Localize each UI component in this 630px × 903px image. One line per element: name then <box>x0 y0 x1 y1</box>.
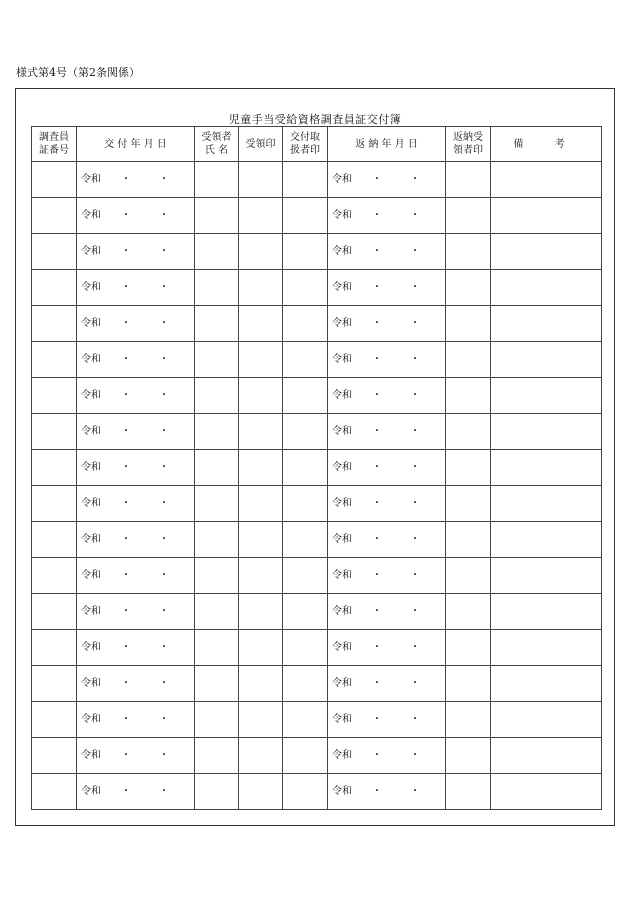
return-date-cell[interactable] <box>328 306 446 342</box>
table-row <box>32 234 602 270</box>
table-row <box>32 630 602 666</box>
date-separator: ・ <box>159 714 169 725</box>
era-label: 令和 <box>81 390 101 401</box>
header-issuer-seal-line1: 交付取 <box>290 132 320 143</box>
date-separator: ・ <box>159 642 169 653</box>
era-label: 令和 <box>81 246 101 257</box>
return-date-cell[interactable] <box>328 270 446 306</box>
receipt-seal-cell[interactable] <box>239 450 283 486</box>
date-separator: ・ <box>159 354 169 365</box>
date-separator: ・ <box>159 210 169 221</box>
era-label: 令和 <box>332 174 352 185</box>
issue-date-cell[interactable] <box>77 450 195 486</box>
header-return-date <box>328 127 446 162</box>
recipient-name-cell[interactable] <box>195 594 239 630</box>
recipient-name-cell[interactable] <box>195 450 239 486</box>
cert-no-cell[interactable] <box>32 486 77 522</box>
header-receipt-seal-label: 受領印 <box>245 138 276 150</box>
receipt-seal-cell[interactable] <box>239 378 283 414</box>
era-label: 令和 <box>332 282 352 293</box>
receipt-seal-cell[interactable] <box>239 486 283 522</box>
cert-no-cell[interactable] <box>32 558 77 594</box>
table-row <box>32 558 602 594</box>
header-cert-no <box>32 127 77 162</box>
date-separator: ・ <box>372 606 382 617</box>
recipient-name-cell[interactable] <box>195 558 239 594</box>
table-row <box>32 594 602 630</box>
era-label: 令和 <box>332 318 352 329</box>
remarks-cell[interactable] <box>491 198 602 234</box>
date-separator: ・ <box>121 606 131 617</box>
date-separator: ・ <box>372 570 382 581</box>
receipt-seal-cell[interactable] <box>239 342 283 378</box>
date-separator: ・ <box>410 678 420 689</box>
cert-no-cell[interactable] <box>32 774 77 810</box>
return-receiver-seal-cell[interactable] <box>446 342 491 378</box>
date-separator: ・ <box>372 390 382 401</box>
cert-no-cell[interactable] <box>32 378 77 414</box>
date-separator: ・ <box>372 534 382 545</box>
table-row <box>32 738 602 774</box>
date-separator: ・ <box>159 318 169 329</box>
date-separator: ・ <box>372 750 382 761</box>
return-receiver-seal-cell[interactable] <box>446 522 491 558</box>
issue-date-cell[interactable] <box>77 234 195 270</box>
date-separator: ・ <box>372 282 382 293</box>
header-remarks <box>491 127 602 162</box>
cert-no-cell[interactable] <box>32 522 77 558</box>
table-row <box>32 378 602 414</box>
issue-date-cell[interactable] <box>77 702 195 738</box>
receipt-seal-cell[interactable] <box>239 270 283 306</box>
header-issue-date <box>77 127 195 162</box>
issuer-seal-cell[interactable] <box>283 342 328 378</box>
return-receiver-seal-cell[interactable] <box>446 630 491 666</box>
recipient-name-cell[interactable] <box>195 630 239 666</box>
era-label: 令和 <box>332 750 352 761</box>
issuer-seal-cell[interactable] <box>283 414 328 450</box>
ledger-body <box>32 162 602 810</box>
table-row <box>32 162 602 198</box>
era-label: 令和 <box>332 606 352 617</box>
return-receiver-seal-cell[interactable] <box>446 162 491 198</box>
remarks-cell[interactable] <box>491 450 602 486</box>
form-number: 様式第4号（第2条関係） <box>16 66 140 79</box>
header-row <box>32 127 602 162</box>
table-row <box>32 702 602 738</box>
date-separator: ・ <box>159 786 169 797</box>
cert-no-cell[interactable] <box>32 162 77 198</box>
issue-date-cell[interactable] <box>77 270 195 306</box>
table-row <box>32 342 602 378</box>
issuer-seal-cell[interactable] <box>283 162 328 198</box>
recipient-name-cell[interactable] <box>195 414 239 450</box>
recipient-name-cell[interactable] <box>195 486 239 522</box>
era-label: 令和 <box>332 534 352 545</box>
remarks-cell[interactable] <box>491 738 602 774</box>
issue-date-cell[interactable] <box>77 162 195 198</box>
era-label: 令和 <box>332 426 352 437</box>
recipient-name-cell[interactable] <box>195 666 239 702</box>
recipient-name-cell[interactable] <box>195 162 239 198</box>
era-label: 令和 <box>81 534 101 545</box>
cert-no-cell[interactable] <box>32 666 77 702</box>
receipt-seal-cell[interactable] <box>239 594 283 630</box>
date-separator: ・ <box>372 174 382 185</box>
cert-no-cell[interactable] <box>32 450 77 486</box>
date-separator: ・ <box>121 246 131 257</box>
receipt-seal-cell[interactable] <box>239 162 283 198</box>
date-separator: ・ <box>159 678 169 689</box>
issue-date-cell[interactable] <box>77 738 195 774</box>
issuer-seal-cell[interactable] <box>283 378 328 414</box>
recipient-name-cell[interactable] <box>195 198 239 234</box>
date-separator: ・ <box>372 462 382 473</box>
era-label: 令和 <box>332 678 352 689</box>
date-separator: ・ <box>410 606 420 617</box>
date-separator: ・ <box>372 714 382 725</box>
issue-date-cell[interactable] <box>77 306 195 342</box>
table-row <box>32 414 602 450</box>
era-label: 令和 <box>81 282 101 293</box>
header-return-receiver-seal <box>446 127 491 162</box>
era-label: 令和 <box>81 786 101 797</box>
date-separator: ・ <box>372 642 382 653</box>
date-separator: ・ <box>121 174 131 185</box>
receipt-seal-cell[interactable] <box>239 666 283 702</box>
date-separator: ・ <box>372 354 382 365</box>
cert-no-cell[interactable] <box>32 342 77 378</box>
cert-no-cell[interactable] <box>32 738 77 774</box>
return-receiver-seal-cell[interactable] <box>446 378 491 414</box>
return-receiver-seal-cell[interactable] <box>446 198 491 234</box>
era-label: 令和 <box>332 354 352 365</box>
date-separator: ・ <box>410 426 420 437</box>
issuer-seal-cell[interactable] <box>283 486 328 522</box>
issuer-seal-cell[interactable] <box>283 738 328 774</box>
return-date-cell[interactable] <box>328 702 446 738</box>
recipient-name-cell[interactable] <box>195 378 239 414</box>
issue-date-cell[interactable] <box>77 198 195 234</box>
date-separator: ・ <box>410 354 420 365</box>
remarks-cell[interactable] <box>491 270 602 306</box>
era-label: 令和 <box>81 714 101 725</box>
return-date-cell[interactable] <box>328 630 446 666</box>
date-separator: ・ <box>410 786 420 797</box>
date-separator: ・ <box>121 786 131 797</box>
era-label: 令和 <box>81 642 101 653</box>
issue-date-cell[interactable] <box>77 666 195 702</box>
return-date-cell[interactable] <box>328 450 446 486</box>
return-receiver-seal-cell[interactable] <box>446 666 491 702</box>
era-label: 令和 <box>332 498 352 509</box>
date-separator: ・ <box>121 282 131 293</box>
era-label: 令和 <box>81 354 101 365</box>
date-separator: ・ <box>410 534 420 545</box>
date-separator: ・ <box>372 678 382 689</box>
date-separator: ・ <box>410 498 420 509</box>
date-separator: ・ <box>372 246 382 257</box>
receipt-seal-cell[interactable] <box>239 522 283 558</box>
date-separator: ・ <box>159 246 169 257</box>
issuer-seal-cell[interactable] <box>283 630 328 666</box>
era-label: 令和 <box>332 570 352 581</box>
table-row <box>32 306 602 342</box>
cert-no-cell[interactable] <box>32 630 77 666</box>
date-separator: ・ <box>372 210 382 221</box>
issuer-seal-cell[interactable] <box>283 306 328 342</box>
cert-no-cell[interactable] <box>32 234 77 270</box>
table-row <box>32 198 602 234</box>
table-row <box>32 774 602 810</box>
remarks-cell[interactable] <box>491 162 602 198</box>
receipt-seal-cell[interactable] <box>239 558 283 594</box>
date-separator: ・ <box>410 750 420 761</box>
era-label: 令和 <box>81 750 101 761</box>
date-separator: ・ <box>121 714 131 725</box>
issue-date-cell[interactable] <box>77 486 195 522</box>
issuer-seal-cell[interactable] <box>283 702 328 738</box>
return-receiver-seal-cell[interactable] <box>446 702 491 738</box>
remarks-cell[interactable] <box>491 522 602 558</box>
issuer-seal-cell[interactable] <box>283 666 328 702</box>
remarks-cell[interactable] <box>491 414 602 450</box>
recipient-name-cell[interactable] <box>195 702 239 738</box>
date-separator: ・ <box>410 246 420 257</box>
issue-date-cell[interactable] <box>77 774 195 810</box>
date-separator: ・ <box>410 714 420 725</box>
issuer-seal-cell[interactable] <box>283 558 328 594</box>
ledger-frame <box>15 88 615 826</box>
table-row <box>32 450 602 486</box>
header-cert-no-line2: 証番号 <box>39 145 69 156</box>
issuer-seal-cell[interactable] <box>283 774 328 810</box>
cert-no-cell[interactable] <box>32 306 77 342</box>
era-label: 令和 <box>332 714 352 725</box>
remarks-cell[interactable] <box>491 666 602 702</box>
date-separator: ・ <box>121 642 131 653</box>
issue-date-cell[interactable] <box>77 378 195 414</box>
remarks-cell[interactable] <box>491 774 602 810</box>
return-date-cell[interactable] <box>328 522 446 558</box>
return-receiver-seal-cell[interactable] <box>446 234 491 270</box>
receipt-seal-cell[interactable] <box>239 702 283 738</box>
date-separator: ・ <box>372 318 382 329</box>
receipt-seal-cell[interactable] <box>239 234 283 270</box>
date-separator: ・ <box>121 426 131 437</box>
date-separator: ・ <box>159 426 169 437</box>
remarks-cell[interactable] <box>491 234 602 270</box>
cert-no-cell[interactable] <box>32 270 77 306</box>
date-separator: ・ <box>410 642 420 653</box>
recipient-name-cell[interactable] <box>195 738 239 774</box>
table-row <box>32 270 602 306</box>
date-separator: ・ <box>372 426 382 437</box>
era-label: 令和 <box>332 786 352 797</box>
return-receiver-seal-cell[interactable] <box>446 414 491 450</box>
remarks-cell[interactable] <box>491 558 602 594</box>
return-date-cell[interactable] <box>328 774 446 810</box>
recipient-name-cell[interactable] <box>195 522 239 558</box>
return-receiver-seal-cell[interactable] <box>446 558 491 594</box>
date-separator: ・ <box>121 390 131 401</box>
issuer-seal-cell[interactable] <box>283 450 328 486</box>
header-issue-date-label: 交 付 年 月 日 <box>104 138 167 150</box>
remarks-cell[interactable] <box>491 630 602 666</box>
header-recipient-name-line1: 受領者 <box>201 132 232 143</box>
receipt-seal-cell[interactable] <box>239 306 283 342</box>
date-separator: ・ <box>159 534 169 545</box>
header-return-date-label: 返 納 年 月 日 <box>355 138 418 150</box>
date-separator: ・ <box>159 390 169 401</box>
receipt-seal-cell[interactable] <box>239 198 283 234</box>
date-separator: ・ <box>159 750 169 761</box>
remarks-cell[interactable] <box>491 378 602 414</box>
recipient-name-cell[interactable] <box>195 306 239 342</box>
return-receiver-seal-cell[interactable] <box>446 486 491 522</box>
header-cert-no-line1: 調査員 <box>39 132 69 143</box>
recipient-name-cell[interactable] <box>195 270 239 306</box>
era-label: 令和 <box>332 642 352 653</box>
header-receipt-seal <box>239 127 283 162</box>
remarks-cell[interactable] <box>491 594 602 630</box>
remarks-cell[interactable] <box>491 702 602 738</box>
document-title: 児童手当受給資格調査員証交付簿 <box>228 113 402 126</box>
date-separator: ・ <box>410 174 420 185</box>
return-receiver-seal-cell[interactable] <box>446 450 491 486</box>
date-separator: ・ <box>121 318 131 329</box>
table-row <box>32 522 602 558</box>
era-label: 令和 <box>81 570 101 581</box>
return-date-cell[interactable] <box>328 666 446 702</box>
date-separator: ・ <box>159 462 169 473</box>
header-return-receiver-seal-line2: 領者印 <box>453 145 483 156</box>
header-recipient-name <box>195 127 239 162</box>
table-row <box>32 486 602 522</box>
era-label: 令和 <box>81 174 101 185</box>
return-receiver-seal-cell[interactable] <box>446 774 491 810</box>
return-receiver-seal-cell[interactable] <box>446 594 491 630</box>
date-separator: ・ <box>159 498 169 509</box>
return-date-cell[interactable] <box>328 414 446 450</box>
return-date-cell[interactable] <box>328 558 446 594</box>
date-separator: ・ <box>372 786 382 797</box>
date-separator: ・ <box>121 498 131 509</box>
cert-no-cell[interactable] <box>32 702 77 738</box>
receipt-seal-cell[interactable] <box>239 630 283 666</box>
issuer-seal-cell[interactable] <box>283 522 328 558</box>
return-date-cell[interactable] <box>328 162 446 198</box>
return-date-cell[interactable] <box>328 594 446 630</box>
recipient-name-cell[interactable] <box>195 342 239 378</box>
date-separator: ・ <box>159 606 169 617</box>
receipt-seal-cell[interactable] <box>239 774 283 810</box>
era-label: 令和 <box>81 210 101 221</box>
date-separator: ・ <box>121 678 131 689</box>
issue-date-cell[interactable] <box>77 522 195 558</box>
return-date-cell[interactable] <box>328 198 446 234</box>
header-issuer-seal <box>283 127 328 162</box>
era-label: 令和 <box>332 390 352 401</box>
header-issuer-seal-line2: 扱者印 <box>290 145 320 156</box>
era-label: 令和 <box>332 210 352 221</box>
return-date-cell[interactable] <box>328 378 446 414</box>
date-separator: ・ <box>410 210 420 221</box>
era-label: 令和 <box>81 678 101 689</box>
return-receiver-seal-cell[interactable] <box>446 306 491 342</box>
cert-no-cell[interactable] <box>32 198 77 234</box>
receipt-seal-cell[interactable] <box>239 414 283 450</box>
date-separator: ・ <box>410 390 420 401</box>
era-label: 令和 <box>81 318 101 329</box>
date-separator: ・ <box>159 282 169 293</box>
date-separator: ・ <box>159 570 169 581</box>
era-label: 令和 <box>332 462 352 473</box>
return-date-cell[interactable] <box>328 738 446 774</box>
issue-date-cell[interactable] <box>77 414 195 450</box>
return-receiver-seal-cell[interactable] <box>446 738 491 774</box>
date-separator: ・ <box>121 750 131 761</box>
era-label: 令和 <box>332 246 352 257</box>
date-separator: ・ <box>121 534 131 545</box>
table-row <box>32 666 602 702</box>
cert-no-cell[interactable] <box>32 594 77 630</box>
remarks-cell[interactable] <box>491 306 602 342</box>
cert-no-cell[interactable] <box>32 414 77 450</box>
issuer-seal-cell[interactable] <box>283 594 328 630</box>
date-separator: ・ <box>410 570 420 581</box>
ledger-table <box>31 126 602 810</box>
return-date-cell[interactable] <box>328 486 446 522</box>
issuer-seal-cell[interactable] <box>283 198 328 234</box>
return-date-cell[interactable] <box>328 342 446 378</box>
remarks-cell[interactable] <box>491 342 602 378</box>
era-label: 令和 <box>81 498 101 509</box>
era-label: 令和 <box>81 426 101 437</box>
recipient-name-cell[interactable] <box>195 234 239 270</box>
issue-date-cell[interactable] <box>77 594 195 630</box>
era-label: 令和 <box>81 606 101 617</box>
date-separator: ・ <box>410 318 420 329</box>
remarks-cell[interactable] <box>491 486 602 522</box>
date-separator: ・ <box>410 282 420 293</box>
date-separator: ・ <box>121 570 131 581</box>
header-recipient-name-line2: 氏 名 <box>204 145 229 156</box>
issue-date-cell[interactable] <box>77 342 195 378</box>
date-separator: ・ <box>410 462 420 473</box>
receipt-seal-cell[interactable] <box>239 738 283 774</box>
issuer-seal-cell[interactable] <box>283 270 328 306</box>
era-label: 令和 <box>81 462 101 473</box>
issue-date-cell[interactable] <box>77 630 195 666</box>
date-separator: ・ <box>159 174 169 185</box>
recipient-name-cell[interactable] <box>195 774 239 810</box>
issuer-seal-cell[interactable] <box>283 234 328 270</box>
date-separator: ・ <box>372 498 382 509</box>
issue-date-cell[interactable] <box>77 558 195 594</box>
return-date-cell[interactable] <box>328 234 446 270</box>
header-return-receiver-seal-line1: 返納受 <box>453 132 483 143</box>
header-remarks-label: 備 考 <box>513 138 579 150</box>
return-receiver-seal-cell[interactable] <box>446 270 491 306</box>
date-separator: ・ <box>121 354 131 365</box>
date-separator: ・ <box>121 210 131 221</box>
date-separator: ・ <box>121 462 131 473</box>
